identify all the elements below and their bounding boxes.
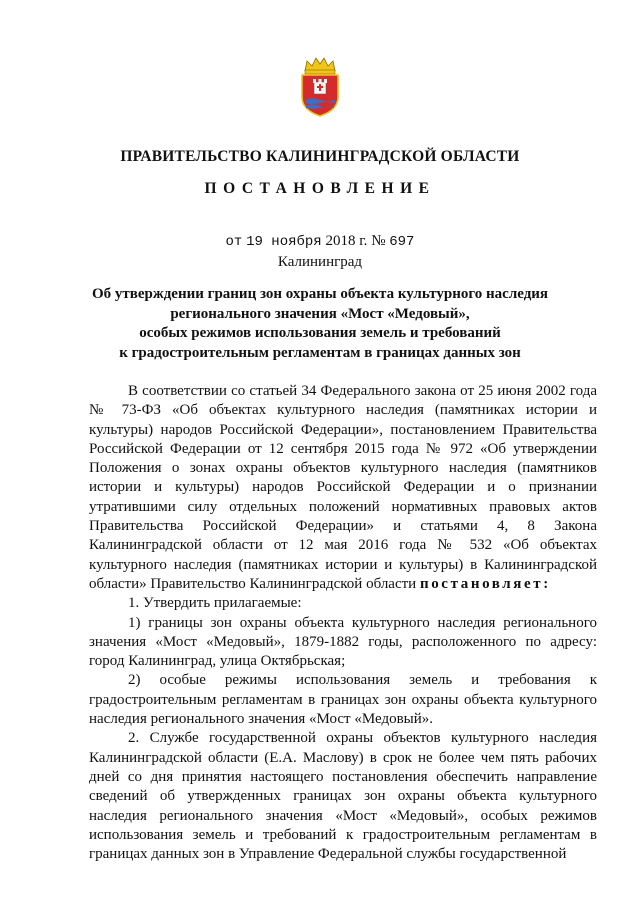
paragraph-item-2: 2. Службе государственной охраны объектов культурного наследия Калининградской области (Е.А. Маслову) в срок не более чем пять рабочих дней со дня принятия настоящего постановления обеспечить направление сведений об утвержденных границах зон охраны объекта культурного наследия регионального значения «Мост «Медовый», особых режимов использования земель и требований к градостроительным регламентам в границах данных зон в Управление Федеральной службы государственной — [89, 730, 597, 863]
document-body — [89, 382, 597, 864]
paragraph-item-1-1: 1) границы зон охраны объекта культурного наследия регионального значения «Мост «Медовый», 1879-1882 годы, расположенного по адресу: город Калининград, улица Октябрьская; — [89, 614, 597, 670]
title-line: к градостроительным регламентам в границах данных зон — [119, 344, 521, 361]
city: Калининград — [277, 254, 363, 270]
resolves-word: постановляет: — [419, 575, 551, 592]
government-name: ПРАВИТЕЛЬСТВО КАЛИНИНГРАДСКОЙ ОБЛАСТИ — [120, 148, 520, 165]
number-prefix: № — [371, 233, 386, 249]
date-year: 2018 г. — [325, 233, 368, 249]
date-value: 19 ноября — [246, 234, 322, 250]
document-title — [0, 285, 640, 363]
paragraph-item-1-2: 2) особые режимы использования земель и требования к градостроительным регламентам в границах зон охраны объекта культурного наследия регионального значения «Мост «Медовый». — [89, 672, 597, 728]
paragraph-item-1: 1. Утвердить прилагаемые: — [128, 595, 302, 612]
paragraph-preamble — [89, 382, 597, 594]
title-line: Об утверждении границ зон охраны объекта культурного наследия — [91, 286, 549, 302]
kaliningrad-coat-of-arms-icon — [297, 55, 343, 117]
document-type: ПОСТАНОВЛЕНИЕ — [204, 180, 436, 197]
document-dateline — [0, 233, 640, 250]
preamble-text: В соответствии со статьей 34 Федерального закона от 25 июня 2002 года № 73-ФЗ «Об объектах культурного наследия (памятниках истории и культуры) народов Российской Федерации», постановлением Правительства Российской Федерации от 12 сентября 2015 года № 972 «Об утверждении Положения о зонах охраны объектов культурного наследия (памятников истории и культуры) народов Российской Федерации и о признании утратившими силу отдельных положений нормативных правовых актов Правительства Российской Федерации» и статьями 4, 8 Закона Калининградской области от 12 мая 2016 года № 532 «Об объектах культурного наследия (памятниках истории и культуры) в Калининградской области» Правительство Калининградской области — [89, 383, 597, 592]
title-line: особых режимов использования земель и требований — [139, 325, 501, 341]
document-number: 697 — [389, 234, 415, 250]
title-line: регионального значения «Мост «Медовый», — [170, 305, 470, 322]
date-prefix: от — [225, 234, 243, 250]
